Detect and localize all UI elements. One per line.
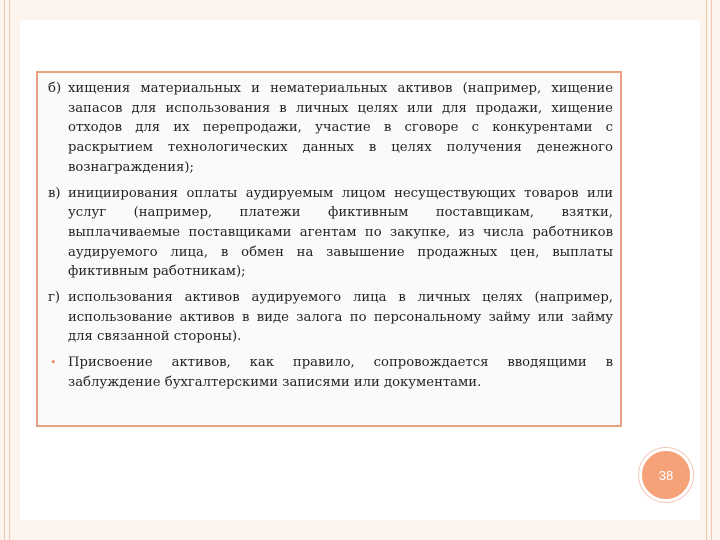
paragraph-marker: б) [48, 81, 62, 96]
page-number: 38 [658, 467, 674, 483]
paragraph-text: инициирования оплаты аудируемым лицом несуществующих товаров или услуг (например, платежи фиктивным поставщикам, взятки, выплачиваемые поставщиками агентам по закупке, из числа работников аудируемого лица, в обмен на завышение продажных цен, выплаты фиктивным работникам); [68, 185, 613, 280]
right-decor-line-outer [711, 0, 712, 540]
content-box [36, 71, 622, 427]
paragraph-marker: в) [48, 185, 61, 201]
left-decor-line-inner [9, 0, 10, 540]
text-area [48, 79, 613, 399]
paragraph-bullet [48, 353, 613, 392]
paragraph-g [48, 288, 613, 347]
bullet-icon: • [50, 356, 57, 370]
page-number-badge [639, 448, 693, 502]
paragraph-marker: г) [48, 290, 61, 306]
paragraph-v [48, 184, 613, 283]
paragraph-text: использования активов аудируемого лица в личных целях (например, использование активов в виде залога по персональному займу или займу для связанной стороны). [68, 290, 613, 345]
right-decor-line-inner [706, 0, 707, 540]
paragraph-text: хищения материальных и нематериальных активов (например, хищение запасов для использования в личных целях или для продажи, хищение отходов для их перепродажи, участие в сговоре с конкурентами с раскрытием технологических данных в целях получения денежного вознаграждения); [68, 81, 613, 175]
paragraph-text: Присвоение активов, как правило, сопровождается вводящими в заблуждение бухгалтерскими записями или документами. [68, 355, 613, 390]
left-decor-line-outer [4, 0, 5, 540]
paragraph-b [48, 79, 613, 178]
